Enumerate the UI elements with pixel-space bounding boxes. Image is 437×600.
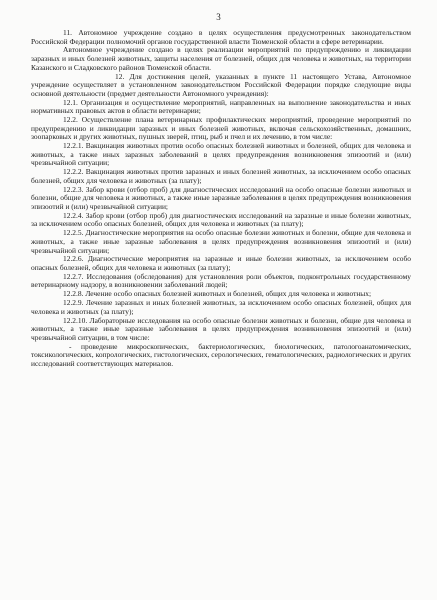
paragraph: 12.2.7. Исследования (обследования) для установления роли объектов, подконтрольных государственному ветеринарному надзору, в возникновении заболеваний людей; [31, 271, 411, 290]
paragraph: 11. Автономное учреждение создано в целях осуществления предусмотренных законодательством Российской Федерации полномочий органов государственной власти Тюменской области в сфере ветеринарии. [31, 28, 411, 46]
document-body [31, 29, 411, 369]
paragraph: 12.2.5. Диагностические мероприятия на особо опасные болезни животных и болезни, общие для человека и животных, а также иные заразные заболевания в целях предупреждения возникновения эпизоотий и (или) чрезвычайной ситуации; [31, 228, 411, 255]
paragraph: 12.1. Организация и осуществление мероприятий, направленных на выполнение законодательства и иных нормативных правовых актов в области ветеринарии; [31, 97, 411, 116]
page-number: 3 [216, 12, 221, 22]
paragraph: 12.2.2. Вакцинация животных против заразных и иных болезней животных, за исключением особо опасных болезней, общих для человека и животных (за плату); [31, 167, 411, 185]
paragraph: 12.2.9. Лечение заразных и иных болезней животных, за исключением особо опасных болезней, общих для человека и животных (за плату); [31, 298, 411, 316]
paragraph: 12.2. Осуществление плана ветеринарных профилактических мероприятий, проведение мероприятий по предупреждению и ликвидации заразных и иных болезней животных, включая сельскохозяйственных, домашних, зоопарковых и других животных, пушных зверей, птиц, рыб и пчел и их лечению, в том числе: [31, 115, 411, 142]
paragraph: 12.2.3. Забор крови (отбор проб) для диагностических исследований на особо опасные болезни животных и болезни, общие для человека и животных, а также иные заразные заболевания в целях предупреждения возникновения эпизоотий и (или) чрезвычайной ситуации; [31, 184, 411, 211]
paragraph: 12.2.4. Забор крови (отбор проб) для диагностических исследований на заразные и иные болезни животных, за исключением особо опасных болезней, общих для человека и животных (за плату); [31, 210, 411, 229]
paragraph: 12.2.1. Вакцинация животных против особо опасных болезней животных и болезней, общих для человека и животных, а также иных заразных заболеваний в целях предупреждения возникновения эпизоотий и (или) чрезвычайной ситуации; [31, 141, 411, 168]
paragraph: - проведение микроскопических, бактериологических, биологических, патологоанатомических, токсикологических, копрологических, гистологических, серологических, гематологических, радиологических и других исследований соответствующих материалов. [31, 341, 411, 369]
paragraph: 12.2.6. Диагностические мероприятия на заразные и иные болезни животных, за исключением особо опасных болезней, общих для человека и животных (за плату); [31, 254, 411, 272]
paragraph: 12. Для достижения целей, указанных в пункте 11 настоящего Устава, Автономное учреждение осуществляет в установленном законодательством Российской Федерации порядке следующие виды основной деятельности (предмет деятельности Автономного учреждения): [31, 71, 411, 98]
paragraph: 12.2.10. Лабораторные исследования на особо опасные болезни животных и болезни, общие для человека и животных, а также иные заразные заболевания в целях предупреждения возникновения эпизоотий и (или) чрезвычайной ситуации, в том числе: [31, 315, 411, 342]
paragraph: Автономное учреждение создано в целях реализации мероприятий по предупреждению и ликвидации заразных и иных болезней животных, защиты населения от болезней, общих для человека и животных, на территории Казанского и Сладковского районов Тюменской области. [31, 45, 411, 72]
paragraph: 12.2.8. Лечение особо опасных болезней животных и болезней, общих для человека и животных; [63, 289, 372, 299]
